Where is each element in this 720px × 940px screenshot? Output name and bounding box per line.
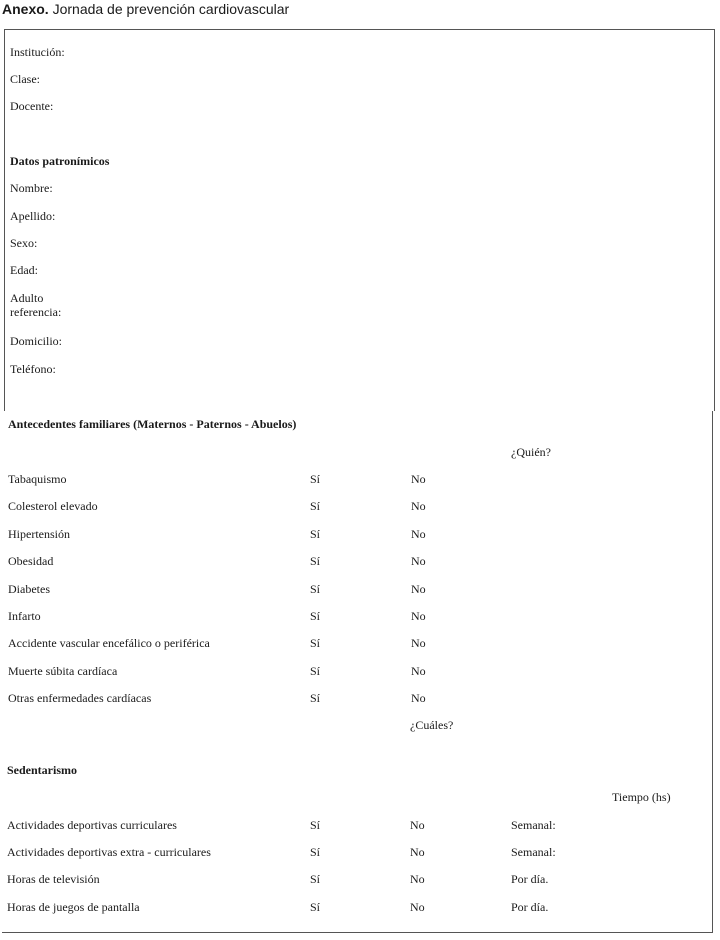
institution-field: Institución:: [10, 45, 65, 59]
row-label: Hipertensión: [8, 527, 70, 541]
reference-adult-field: Adulto referencia:: [10, 291, 62, 319]
title-bold: Anexo.: [2, 1, 49, 17]
which-label: ¿Cuáles?: [410, 718, 454, 732]
activity-label: Actividades deportivas extra - curriculares: [7, 845, 211, 859]
no-option: No: [411, 527, 426, 541]
sedentary-heading: Sedentarismo: [7, 763, 77, 777]
phone-field: Teléfono:: [10, 362, 56, 376]
who-header: ¿Quién?: [511, 445, 551, 459]
page-title: [2, 1, 289, 17]
name-field: Nombre:: [10, 181, 53, 195]
no-option: No: [411, 499, 426, 513]
activity-label: Actividades deportivas curriculares: [7, 818, 177, 832]
yes-option: Sí: [310, 818, 321, 832]
no-option: No: [410, 818, 425, 832]
family-heading: Antecedentes familiares (Maternos - Paternos - Abuelos): [8, 417, 297, 431]
yes-option: Sí: [310, 582, 321, 596]
yes-option: Sí: [310, 691, 321, 705]
no-option: No: [411, 691, 426, 705]
no-option: No: [410, 900, 425, 914]
period-label: Semanal:: [511, 818, 556, 832]
patronymic-heading: Datos patronímicos: [10, 154, 110, 168]
yes-option: Sí: [310, 664, 321, 678]
yes-option: Sí: [310, 472, 321, 486]
row-label: Otras enfermedades cardíacas: [8, 691, 152, 705]
yes-option: Sí: [310, 527, 321, 541]
yes-option: Sí: [310, 636, 321, 650]
surname-field: Apellido:: [10, 209, 56, 223]
yes-option: Sí: [310, 554, 321, 568]
no-option: No: [411, 582, 426, 596]
row-label: Muerte súbita cardíaca: [8, 664, 118, 678]
age-field: Edad:: [10, 263, 38, 277]
period-label: Por día.: [511, 872, 549, 886]
activity-label: Horas de televisión: [7, 872, 100, 886]
no-option: No: [410, 872, 425, 886]
no-option: No: [411, 636, 426, 650]
no-option: No: [411, 609, 426, 623]
yes-option: Sí: [310, 900, 321, 914]
no-option: No: [411, 554, 426, 568]
row-label: Infarto: [8, 609, 41, 623]
no-option: No: [410, 845, 425, 859]
row-label: Tabaquismo: [8, 472, 67, 486]
address-field: Domicilio:: [10, 334, 62, 348]
row-label: Colesterol elevado: [8, 499, 98, 513]
period-label: Semanal:: [511, 845, 556, 859]
row-label: Diabetes: [8, 582, 50, 596]
title-text: Jornada de prevención cardiovascular: [52, 1, 290, 17]
period-label: Por día.: [511, 900, 549, 914]
teacher-field: Docente:: [10, 99, 54, 113]
yes-option: Sí: [310, 845, 321, 859]
row-label: Obesidad: [8, 554, 54, 568]
sex-field: Sexo:: [10, 236, 38, 250]
personal-data-box: [4, 29, 715, 411]
yes-option: Sí: [310, 609, 321, 623]
no-option: No: [411, 472, 426, 486]
class-field: Clase:: [10, 72, 40, 86]
time-header: Tiempo (hs): [612, 790, 671, 804]
yes-option: Sí: [310, 499, 321, 513]
row-label: Accidente vascular encefálico o periférica: [8, 636, 210, 650]
yes-option: Sí: [310, 872, 321, 886]
activity-label: Horas de juegos de pantalla: [7, 900, 140, 914]
no-option: No: [411, 664, 426, 678]
